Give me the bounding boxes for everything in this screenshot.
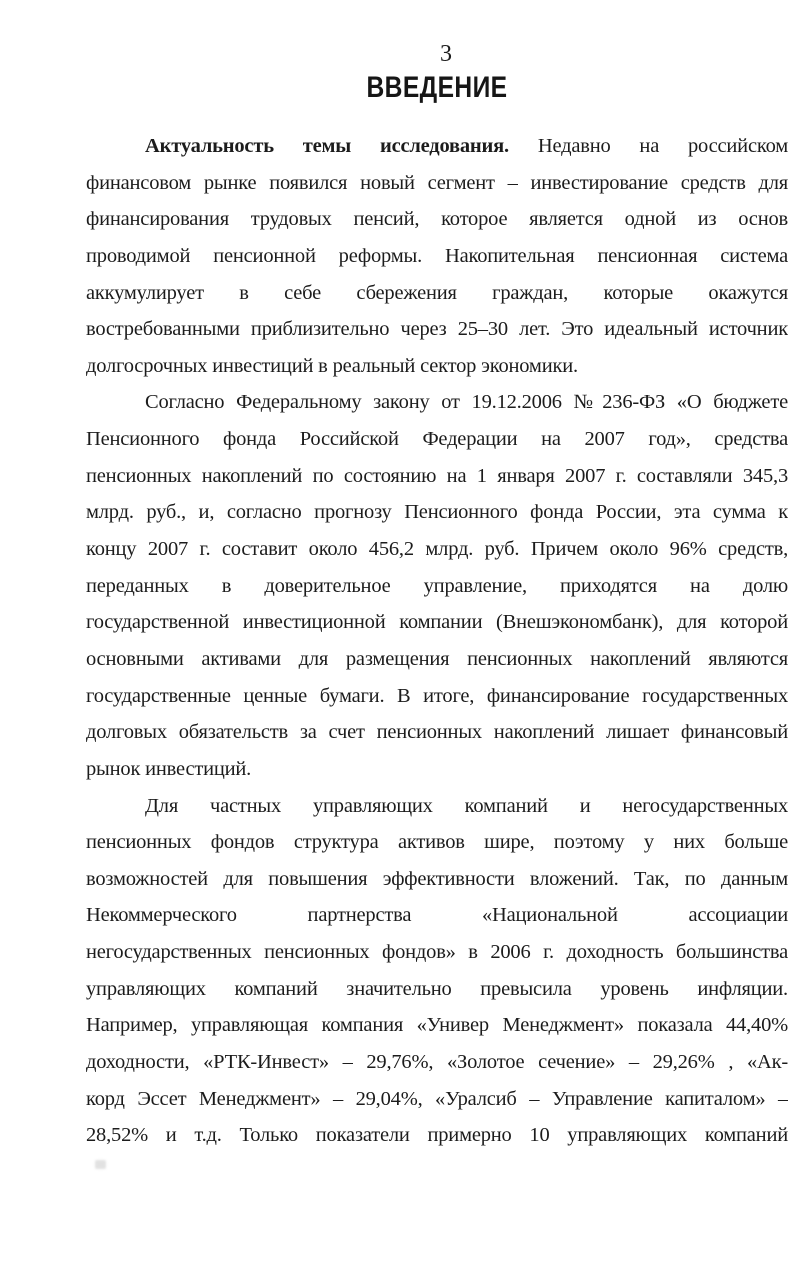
paragraph-text: долговых обязательств за счет пенсионных накоплений лишает финансовый xyxy=(86,721,788,744)
paragraph-text: основными активами для размещения пенсионных накоплений являются xyxy=(86,647,788,670)
paragraph-text: проводимой пенсионной реформы. Накопительная пенсионная система xyxy=(86,244,788,267)
text-line xyxy=(86,1117,788,1154)
document-body xyxy=(86,128,788,1154)
text-line xyxy=(86,238,788,275)
paragraph-text: государственной инвестиционной компании (Внешэкономбанк), для которой xyxy=(86,611,788,634)
paragraph-text: государственные ценные бумаги. В итоге, финансирование государственных xyxy=(86,684,788,707)
text-line xyxy=(86,604,788,641)
paragraph-text: Например, управляющая компания «Универ Менеджмент» показала 44,40% xyxy=(86,1014,788,1037)
text-line xyxy=(86,751,788,788)
text-line xyxy=(86,897,788,934)
text-line xyxy=(86,421,788,458)
text-line xyxy=(86,1081,788,1118)
text-line xyxy=(86,971,788,1008)
paragraph-text: переданных в доверительное управление, приходятся на долю xyxy=(86,574,788,597)
text-line xyxy=(86,531,788,568)
text-line xyxy=(86,641,788,678)
paragraph-lead-bold-text: Актуальность темы исследования. xyxy=(145,135,509,157)
paragraph-text: негосударственных пенсионных фондов» в 2006 г. доходность большинства xyxy=(86,941,788,964)
text-line xyxy=(86,201,788,238)
paragraph-text: Некоммерческого партнерства «Национальной ассоциации xyxy=(86,904,788,927)
paragraph-text: Пенсионного фонда Российской Федерации на 2007 год», средства xyxy=(86,428,788,451)
paragraph-text: востребованными приблизительно через 25–30 лет. Это идеальный источник xyxy=(86,318,788,341)
text-line xyxy=(86,678,788,715)
text-line xyxy=(86,165,788,202)
paragraph-text: возможностей для повышения эффективности вложений. Так, по данным xyxy=(86,867,788,890)
paragraph-text: корд Эссет Менеджмент» – 29,04%, «Уралсиб – Управление капиталом» – xyxy=(86,1087,788,1110)
text-line xyxy=(86,788,788,825)
page-title: ВВЕДЕНИЕ xyxy=(366,71,508,104)
paragraph-text: финансирования трудовых пенсий, которое является одной из основ xyxy=(86,208,788,231)
text-line xyxy=(86,824,788,861)
paragraph-text: пенсионных накоплений по состоянию на 1 января 2007 г. составляли 345,3 xyxy=(86,464,788,487)
page-number: 3 xyxy=(440,41,452,67)
paragraph-text: финансовом рынке появился новый сегмент – инвестирование средств для xyxy=(86,171,788,194)
text-line xyxy=(86,494,788,531)
paragraph-text: управляющих компаний значительно превысила уровень инфляции. xyxy=(86,977,788,1000)
text-line xyxy=(86,348,788,385)
text-line xyxy=(86,384,788,421)
paragraph-text: пенсионных фондов структура активов шире, поэтому у них больше xyxy=(86,831,788,854)
paragraph-text: долгосрочных инвестиций в реальный сектор экономики. xyxy=(86,354,578,377)
paragraph-text: Недавно на российском xyxy=(508,135,788,157)
text-line xyxy=(86,458,788,495)
text-line xyxy=(86,1044,788,1081)
paragraph-text: рынок инвестиций. xyxy=(86,757,252,780)
text-line xyxy=(86,128,788,165)
paragraph-text: млрд. руб., и, согласно прогнозу Пенсионного фонда России, эта сумма к xyxy=(86,501,788,524)
paragraph-text: доходности, «РТК-Инвест» – 29,76%, «Золотое сечение» – 29,26% , «Ак- xyxy=(86,1051,788,1074)
text-line xyxy=(86,714,788,751)
text-line xyxy=(86,934,788,971)
text-line xyxy=(86,1007,788,1044)
text-line xyxy=(86,568,788,605)
text-line xyxy=(86,311,788,348)
paragraph-text: аккумулирует в себе сбережения граждан, которые окажутся xyxy=(86,281,788,304)
text-line xyxy=(86,861,788,898)
paragraph-text: Согласно Федеральному закону от 19.12.2006 №236-ФЗ «О бюджете xyxy=(145,391,788,414)
paragraph-text: Для частных управляющих компаний и негосударственных xyxy=(145,794,788,817)
paragraph-text: 28,52% и т.д. Только показатели примерно 10 управляющих компаний xyxy=(86,1124,788,1147)
scan-artifact xyxy=(95,1160,106,1169)
paragraph-text: концу 2007 г. составит около 456,2 млрд. руб. Причем около 96% средств, xyxy=(86,538,788,561)
text-line xyxy=(86,275,788,312)
